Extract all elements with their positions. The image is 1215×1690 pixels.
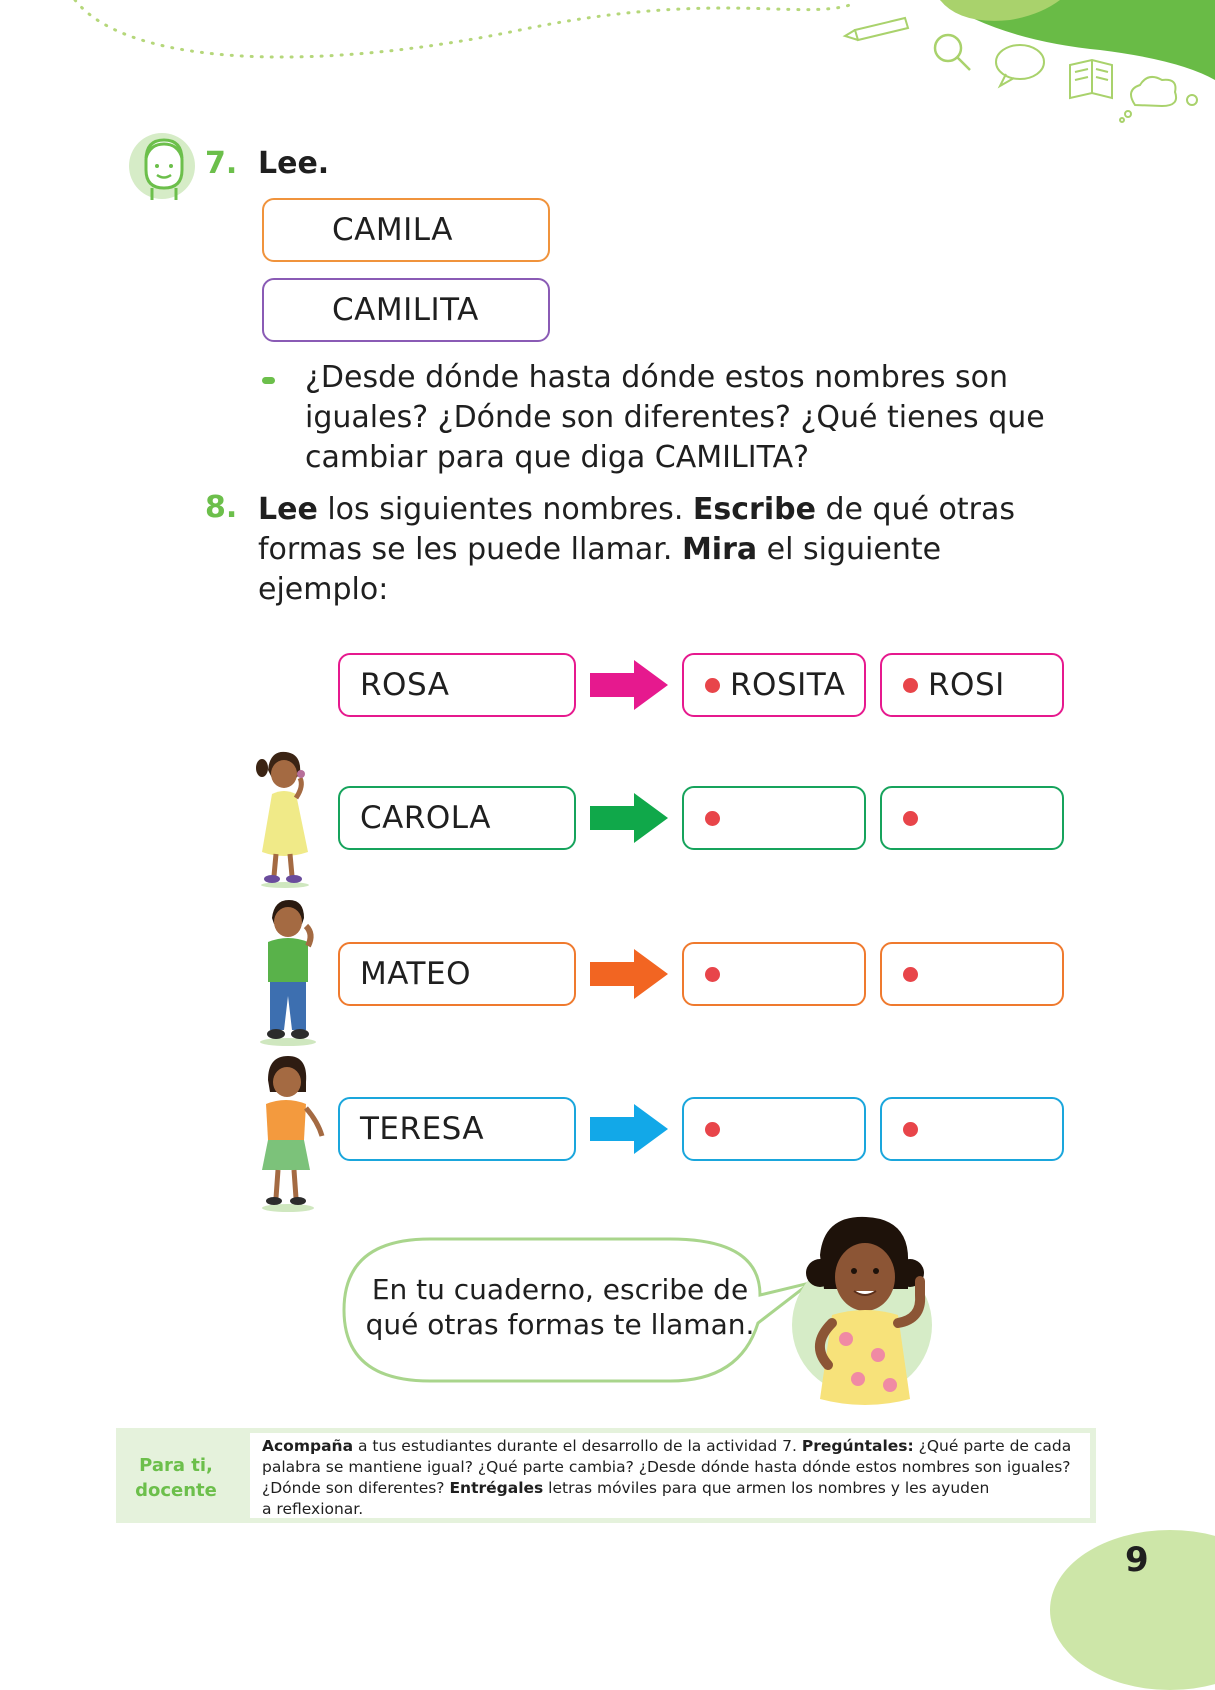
exercise-7-number: 7.	[205, 146, 238, 181]
bubble-line: En tu cuaderno, escribe de	[371, 1273, 749, 1306]
source-name-mateo: MATEO	[338, 942, 576, 1006]
teacher-note-line: Acompaña a tus estudiantes durante el desarrollo de la actividad 7. Pregúntales: ¿Qué parte de cada	[262, 1437, 1072, 1455]
question-line: cambiar para que diga CAMILITA?	[305, 440, 810, 475]
instruction-line: Lee los siguientes nombres. Escribe de qué otras	[258, 492, 1016, 527]
teacher-note-line: palabra se mantiene igual? ¿Qué parte cambia? ¿Desde dónde hasta dónde estos nombres son iguales?	[262, 1458, 1071, 1476]
magnifier-icon	[935, 35, 970, 70]
bullet-dot	[903, 1122, 918, 1137]
boy-illustration-mateo	[252, 896, 324, 1046]
bubble-text	[360, 1272, 760, 1342]
header-decoration	[0, 0, 1215, 130]
source-name-rosa: ROSA	[338, 653, 576, 717]
instruction-line: ejemplo:	[258, 572, 389, 607]
answer-box-empty[interactable]	[880, 1097, 1064, 1161]
bullet-dot	[903, 967, 918, 982]
answer-box-empty[interactable]	[682, 942, 866, 1006]
name-box-camilita: CAMILITA	[262, 278, 550, 342]
arrow-right-icon	[590, 949, 668, 999]
bullet-dot	[903, 678, 918, 693]
name-box-camila: CAMILA	[262, 198, 550, 262]
teacher-note-line: a reflexionar.	[262, 1500, 364, 1518]
answer-box-empty[interactable]	[880, 786, 1064, 850]
girl-illustration-carola	[250, 748, 320, 888]
bullet-dot	[705, 967, 720, 982]
bullet-dot	[903, 811, 918, 826]
instruction-line: formas se les puede llamar. Mira el siguiente	[258, 532, 942, 567]
bullet-dot	[705, 1122, 720, 1137]
teacher-note-text	[262, 1436, 1088, 1520]
exercise-8-number: 8.	[205, 490, 238, 525]
arrow-right-icon	[590, 660, 668, 710]
teacher-note-line: ¿Dónde son diferentes? Entrégales letras móviles para que armen los nombres y les ayuden	[262, 1479, 990, 1497]
exercise-7-question	[305, 358, 1085, 478]
exercise-8-instructions	[258, 490, 1078, 610]
book-icon	[1070, 60, 1112, 98]
arrow-right-icon	[590, 1104, 668, 1154]
question-line: iguales? ¿Dónde son diferentes? ¿Qué tienes que	[305, 400, 1045, 435]
source-name-carola: CAROLA	[338, 786, 576, 850]
teacher-note-label: Para ti, docente	[135, 1455, 217, 1501]
pencil-icon	[845, 18, 908, 40]
question-line: ¿Desde dónde hasta dónde estos nombres son	[305, 360, 1009, 395]
girl-illustration-speaking	[780, 1215, 950, 1415]
thought-cloud-icon	[1120, 77, 1197, 122]
speech-bubble-icon	[996, 45, 1044, 86]
girl-illustration-teresa	[252, 1052, 328, 1212]
answer-box-empty[interactable]	[682, 786, 866, 850]
page-number: 9	[1125, 1540, 1149, 1580]
bullet-dot	[705, 678, 720, 693]
answer-box-rosi	[880, 653, 1064, 717]
arrow-right-icon	[590, 793, 668, 843]
answer-box-rosita	[682, 653, 866, 717]
exercise-7-title: Lee.	[258, 146, 330, 181]
answer-box-empty[interactable]	[682, 1097, 866, 1161]
bullet-dot	[705, 811, 720, 826]
answer-text: ROSITA	[730, 667, 846, 703]
answer-box-empty[interactable]	[880, 942, 1064, 1006]
student-avatar-icon	[128, 130, 200, 202]
source-name-teresa: TERESA	[338, 1097, 576, 1161]
bullet-marker	[262, 377, 275, 384]
answer-text: ROSI	[928, 667, 1005, 703]
bubble-line: qué otras formas te llaman.	[365, 1308, 755, 1341]
